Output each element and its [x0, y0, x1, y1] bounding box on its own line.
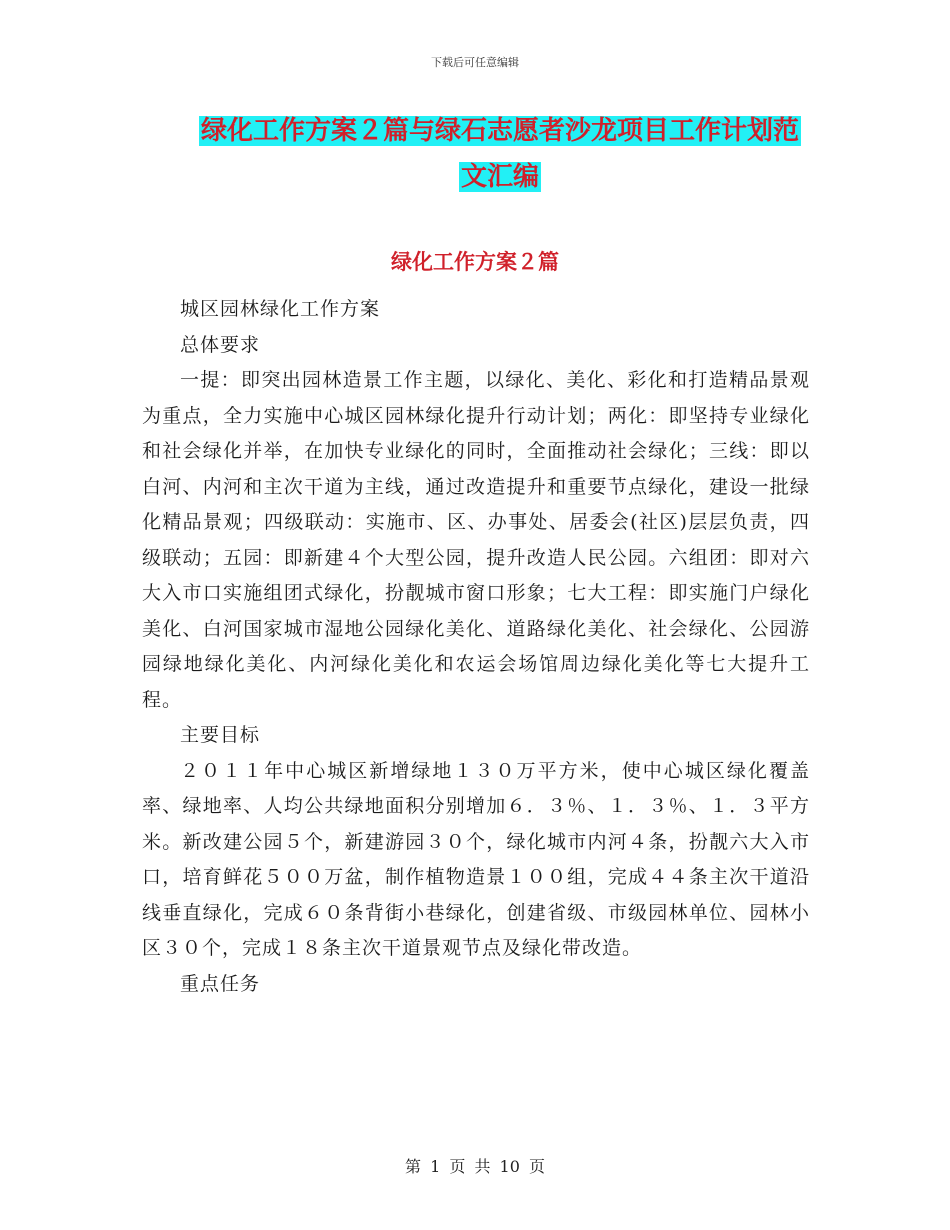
page-footer: 第 1 页 共 10 页 [405, 1157, 545, 1176]
paragraph-main-goals: ２０１１年中心城区新增绿地１３０万平方米，使中心城区绿化覆盖率、绿地率、人均公共绿地面积分别增加６．３％、１．３％、１．３平方米。新改建公园５个，新建游园３０个，绿化城市内河４条，扮靓六大入市口，培育鲜花５００万盆，制作植物造景１００组，完成４４条主次干道沿线垂直绿化，完成６０条背街小巷绿化，创建省级、市级园林单位、园林小区３０个，完成１８条主次干道景观节点及绿化带改造。 [142, 759, 810, 959]
paragraph-heading-goals: 主要目标 [180, 724, 261, 746]
paragraph-heading-overall: 总体要求 [180, 333, 261, 356]
document-body [142, 292, 810, 1002]
document-title-line-2: 文汇编 [460, 162, 539, 192]
paragraph-heading-tasks: 重点任务 [180, 972, 261, 995]
document-title [140, 108, 860, 200]
header-note: 下载后可任意编辑 [431, 56, 519, 69]
document-title-line-1: 绿化工作方案２篇与绿石志愿者沙龙项目工作计划范 [200, 116, 799, 146]
paragraph-overall-requirements: 一提：即突出园林造景工作主题，以绿化、美化、彩化和打造精品景观为重点，全力实施中心城区园林绿化提升行动计划；两化：即坚持专业绿化和社会绿化并举，在加快专业绿化的同时，全面推动社会绿化；三线：即以白河、内河和主次干道为主线，通过改造提升和重要节点绿化，建设一批绿化精品景观；四级联动：实施市、区、办事处、居委会(社区)层层负责，四级联动；五园：即新建４个大型公园，提升改造人民公园。六组团：即对六大入市口实施组团式绿化，扮靓城市窗口形象；七大工程：即实施门户绿化美化、白河国家城市湿地公园绿化美化、道路绿化美化、社会绿化、公园游园绿地绿化美化、内河绿化美化和农运会场馆周边绿化美化等七大提升工程。 [142, 369, 810, 711]
section-title: 绿化工作方案２篇 [391, 249, 559, 274]
paragraph-plan-name: 城区园林绿化工作方案 [180, 298, 381, 320]
